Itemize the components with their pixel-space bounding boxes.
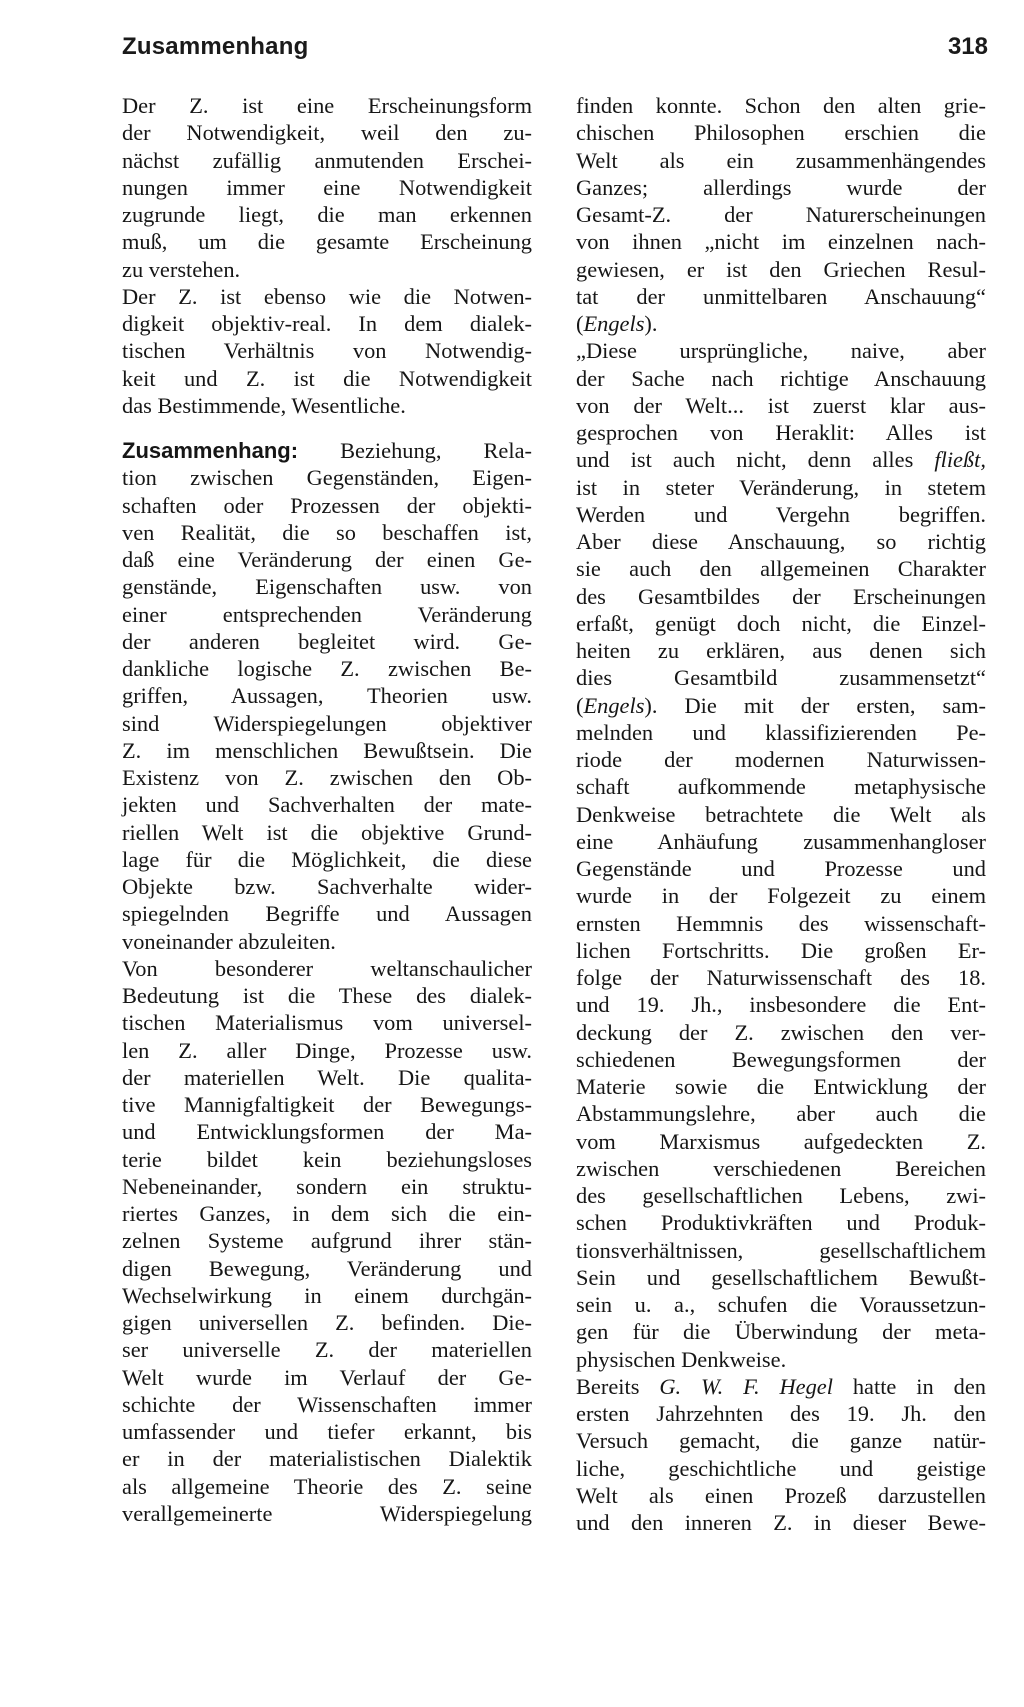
text-line: Denkweise betrachtete die Welt als (576, 801, 986, 827)
text-line: Abstammungslehre, aber auch die (576, 1101, 986, 1127)
text-line: gigen universellen Z. befinden. Die- (122, 1310, 532, 1335)
running-head-keyword: Zusammenhang (122, 33, 309, 60)
left-column (122, 92, 532, 1527)
text-line: nächst zufällig anmutenden Erschei- (122, 147, 532, 173)
citation-line: (Engels). Die mit der ersten, sam- (576, 692, 986, 718)
text-line: daß eine Veränderung der einen Ge- (122, 547, 532, 572)
citation-author: Engels (583, 692, 645, 718)
line-text: Bereits (576, 1373, 640, 1399)
text-line: Werden und Vergehn begriffen. (576, 501, 986, 527)
text-line: vom Marxismus aufgedeckten Z. (576, 1128, 986, 1154)
text-line: Welt wurde im Verlauf der Ge- (122, 1364, 532, 1390)
text-line: genstände, Eigenschaften usw. von (122, 574, 532, 600)
text-line: deckung der Z. zwischen den ver- (576, 1019, 986, 1045)
text-line: spiegelnden Begriffe und Aussagen (122, 901, 532, 927)
text-line: schaft aufkommende metaphysische (576, 774, 986, 800)
text-line: des Gesamtbildes der Erscheinungen (576, 583, 986, 609)
text-line: schichte der Wissenschaften immer (122, 1391, 532, 1417)
text-line: Der Z. ist eine Erscheinungsform (122, 93, 532, 118)
text-line: Welt als ein zusammenhängendes (576, 147, 986, 173)
text-line: lichen Fortschritts. Die großen Er- (576, 937, 986, 963)
text-line: Nebeneinander, sondern ein struktu- (122, 1173, 532, 1199)
text-line: tischen Verhältnis von Notwendig- (122, 338, 532, 364)
text-line: Sein und gesellschaftlichem Bewußt- (576, 1264, 986, 1290)
text-line: gesprochen von Heraklit: Alles ist (576, 420, 986, 445)
text-line: physischen Denkweise. (576, 1346, 787, 1372)
text-line: das Bestimmende, Wesentliche. (122, 392, 406, 418)
text-line: ersten Jahrzehnten des 19. Jh. den (576, 1401, 986, 1426)
text-line: ven Realität, die so beschaffen ist, (122, 519, 532, 545)
text-line: der Sache nach richtige Anschauung (576, 365, 986, 391)
text-line: gewiesen, er ist den Griechen Resul- (576, 256, 986, 282)
entry-heading-line (122, 437, 532, 464)
text-line: Wechselwirkung in einem durchgän- (122, 1282, 532, 1308)
text-line: von der Welt... ist zuerst klar aus- (576, 392, 986, 418)
text-line: keit und Z. ist die Notwendigkeit (122, 365, 532, 391)
text-line: schiedenen Bewegungsformen der (576, 1046, 986, 1072)
text-line: Versuch gemacht, die ganze natür- (576, 1428, 986, 1454)
text-line: sein u. a., schufen die Voraussetzun- (576, 1292, 986, 1317)
text-line: umfassender und tiefer erkannt, bis (122, 1419, 532, 1444)
text-line: des gesellschaftlichen Lebens, zwi- (576, 1183, 986, 1208)
text-line: Existenz von Z. zwischen den Ob- (122, 765, 532, 790)
text-line: Objekte bzw. Sachverhalte wider- (122, 874, 532, 899)
text-line: terie bildet kein beziehungsloses (122, 1146, 532, 1172)
text-line: len Z. aller Dinge, Prozesse usw. (122, 1037, 532, 1063)
text-line: riode der modernen Naturwissen- (576, 747, 986, 772)
text-line: von ihnen „nicht im einzelnen nach- (576, 229, 986, 255)
text-line: und 19. Jh., insbesondere die Ent- (576, 992, 986, 1018)
text-line: voneinander abzuleiten. (122, 928, 336, 954)
text-line: er in der materialistischen Dialektik (122, 1446, 532, 1472)
text-line: riellen Welt ist die objektive Grund- (122, 819, 532, 845)
text-line: schaften oder Prozessen der objekti- (122, 492, 532, 518)
entry-keyword: Zusammenhang: (122, 438, 299, 463)
text-line: Bedeutung ist die These des dialek- (122, 983, 532, 1008)
text-line: griffen, Aussagen, Theorien usw. (122, 683, 532, 709)
text-line: der Notwendigkeit, weil den zu- (122, 120, 532, 146)
text-line: und Entwicklungsformen der Ma- (122, 1119, 532, 1145)
text-line: ser universelle Z. der materiellen (122, 1337, 532, 1363)
text-line: Gesamt-Z. der Naturerscheinungen (576, 202, 986, 227)
text-line: riertes Ganzes, in dem sich die ein- (122, 1201, 532, 1226)
paragraph-gap (122, 419, 532, 437)
text-line: folge der Naturwissenschaft des 18. (576, 965, 986, 990)
text-line: verallgemeinerte Widerspiegelung (122, 1500, 532, 1526)
text-line: gen für die Überwindung der meta- (576, 1319, 986, 1345)
text-line (576, 1373, 986, 1400)
text-line: chischen Philosophen erschien die (576, 120, 986, 146)
right-column (576, 92, 986, 1536)
text-line: „Diese ursprüngliche, naive, aber (576, 338, 986, 364)
text-line: tion zwischen Gegenständen, Eigen- (122, 465, 532, 491)
italic-word: fließt, (934, 447, 986, 473)
person-name: G. W. F. Hegel (659, 1373, 833, 1399)
text-line: wurde in der Folgezeit zu einem (576, 883, 986, 909)
text-line: lage für die Möglichkeit, die diese (122, 846, 532, 872)
text-line: digen Bewegung, Veränderung und (122, 1255, 532, 1281)
text-line: melnden und klassifizierenden Pe- (576, 719, 986, 745)
text-line: digkeit objektiv-real. In dem dialek- (122, 311, 532, 336)
text-line: Aber diese Anschauung, so richtig (576, 529, 986, 554)
text-line: und den inneren Z. in dieser Bewe- (576, 1510, 986, 1535)
text-line: zelnen Systeme aufgrund ihrer stän- (122, 1228, 532, 1254)
text-line: zwischen verschiedenen Bereichen (576, 1155, 986, 1181)
running-head (122, 33, 988, 69)
text-line: eine Anhäufung zusammenhangloser (576, 828, 986, 854)
text-line: tischen Materialismus vom universel- (122, 1010, 532, 1036)
text-line: ist in steter Veränderung, in stetem (576, 474, 986, 500)
text-line: jekten und Sachverhalten der mate- (122, 792, 532, 818)
text-line: liche, geschichtliche und geistige (576, 1455, 986, 1481)
text-line: tat der unmittelbaren Anschauung“ (576, 283, 986, 309)
text-line: schen Produktivkräften und Produk- (576, 1210, 986, 1236)
text-line: heiten zu erklären, aus denen sich (576, 638, 986, 663)
text-line: finden konnte. Schon den alten grie- (576, 93, 986, 118)
line-text: und ist auch nicht, denn alles (576, 447, 914, 473)
text-line: Von besonderer weltanschaulicher (122, 955, 532, 981)
text-line: zu verstehen. (122, 256, 241, 282)
text-line: ernsten Hemmnis des wissenschaft- (576, 910, 986, 936)
text-line: Gegenstände und Prozesse und (576, 856, 986, 881)
line-text: Die mit der ersten, sam- (684, 692, 986, 718)
text-line: sind Widerspiegelungen objektiver (122, 710, 532, 736)
text-line: der materiellen Welt. Die qualita- (122, 1064, 532, 1090)
text-line: tive Mannigfaltigkeit der Bewegungs- (122, 1092, 532, 1117)
text-line: Z. im menschlichen Bewußtsein. Die (122, 737, 532, 763)
text-line: der anderen begleitet wird. Ge- (122, 628, 532, 654)
text-line: Ganzes; allerdings wurde der (576, 174, 986, 200)
entry-text: Beziehung, Rela- (340, 438, 532, 463)
line-text: hatte in den (852, 1373, 986, 1399)
text-line: dankliche logische Z. zwischen Be- (122, 656, 532, 681)
text-line: Materie sowie die Entwicklung der (576, 1074, 986, 1099)
text-line: muß, um die gesamte Erscheinung (122, 229, 532, 255)
text-line: als allgemeine Theorie des Z. seine (122, 1473, 532, 1499)
citation-author: Engels (583, 311, 645, 336)
text-line: nungen immer eine Notwendigkeit (122, 174, 532, 200)
text-line: tionsverhältnissen, gesellschaftlichem (576, 1237, 986, 1263)
text-line (576, 446, 986, 473)
text-line: erfaßt, genügt doch nicht, die Einzel- (576, 610, 986, 636)
text-line: Welt als einen Prozeß darzustellen (576, 1482, 986, 1508)
text-line: einer entsprechenden Veränderung (122, 601, 532, 627)
citation-line: (Engels). (576, 311, 658, 336)
text-line: sie auch den allgemeinen Charakter (576, 556, 986, 582)
page-number: 318 (947, 33, 988, 60)
text-line: zugrunde liegt, die man erkennen (122, 202, 532, 227)
text-line: dies Gesamtbild zusammensetzt“ (576, 665, 986, 691)
text-line: Der Z. ist ebenso wie die Notwen- (122, 283, 532, 309)
